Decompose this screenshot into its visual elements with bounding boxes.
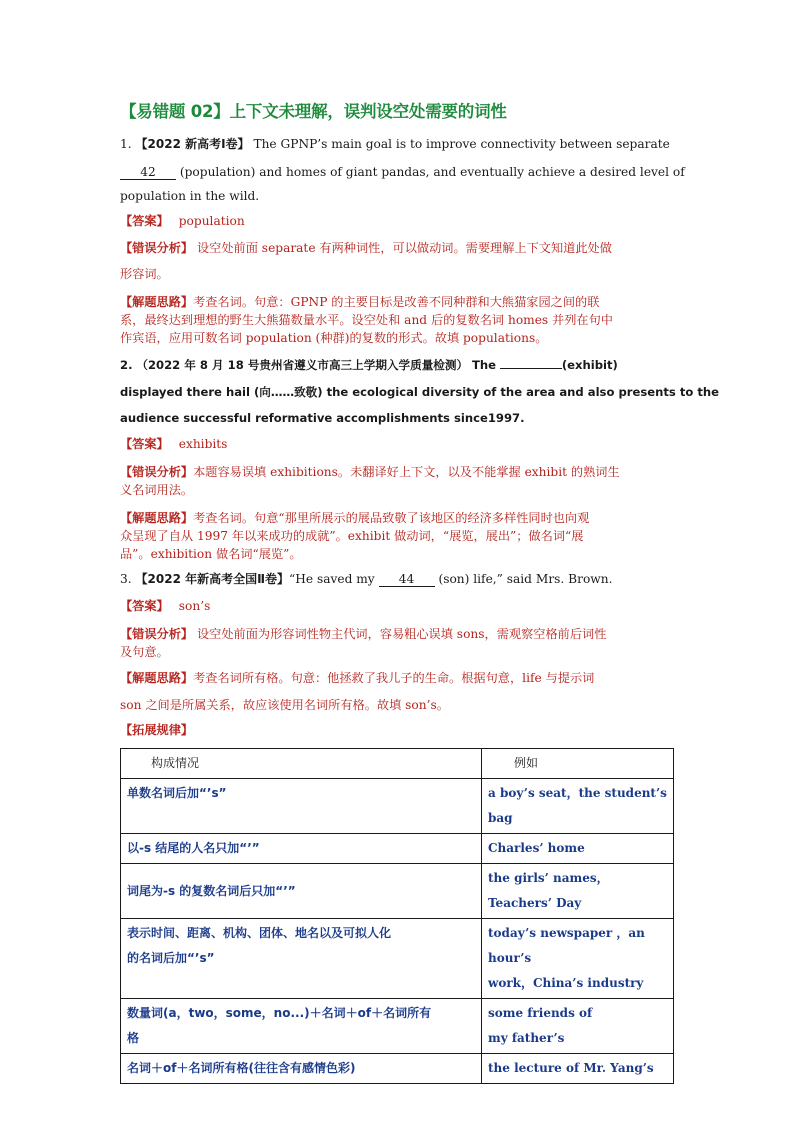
example-text: the girls’ names， — [488, 871, 609, 885]
q3-text-1b: (son) life,” said Mrs. Brown. — [438, 572, 613, 586]
section-title: 【易错题 02】上下文未理解，误判设空处需要的词性 — [120, 102, 507, 121]
q3-answer: son’s — [178, 599, 211, 613]
example-text: Charles’ home — [488, 841, 585, 855]
table-cell-example — [482, 864, 674, 919]
q2-source: （2022 年 8 月 18 号贵州省遵义市高三上学期入学质量检测） — [136, 358, 469, 372]
q2-line1 — [120, 357, 674, 374]
q2-answer-line — [120, 436, 674, 453]
q1-blank[interactable]: 42 — [120, 166, 176, 180]
q2-text-1b: (exhibit) — [561, 358, 618, 372]
q1-answer-label: 【答案】 — [120, 214, 169, 228]
q2-answer-label: 【答案】 — [120, 437, 169, 451]
example-text: a boy’s seat，the student’s bag — [488, 786, 667, 825]
q2-idea-label: 【解题思路】 — [120, 511, 194, 525]
table-cell-rule — [121, 919, 482, 999]
q3-error-label: 【错误分析】 — [120, 627, 194, 641]
q2-number: 2. — [120, 358, 133, 372]
q3-number: 3. — [120, 572, 132, 586]
table-header-row — [121, 749, 674, 779]
q1-error-text-1: 设空处前面 separate 有两种词性，可以做动词。需要理解上下文知道此处做 — [193, 241, 612, 255]
q1-idea-text-2: 系，最终达到理想的野生大熊猫数量水平。设空处和 and 后的复数名词 homes 并列在句中 — [120, 313, 613, 327]
q1-source: 【2022 新高考Ⅰ卷】 — [135, 137, 250, 151]
table-row — [121, 864, 674, 919]
table-row — [121, 779, 674, 834]
example-text: my father’s — [488, 1031, 565, 1045]
q3-error-text-1: 设空处前面为形容词性物主代词，容易粗心误填 sons，需观察空格前后词性 — [193, 627, 607, 641]
table-header-rule: 构成情况 — [121, 749, 482, 779]
q3-idea-text-2: son 之间是所属关系，故应该使用名词所有格。故填 son’s。 — [120, 698, 449, 712]
table-cell-rule — [121, 864, 482, 919]
table-cell-example — [482, 919, 674, 999]
q2-text-2: displayed there hail (向……致敬) the ecological diversity of the area and also presents to the — [120, 385, 720, 399]
table-cell-rule — [121, 834, 482, 864]
example-text: Teachers’ Day — [488, 896, 582, 910]
q3-blank[interactable]: 44 — [379, 573, 435, 587]
table-row — [121, 1054, 674, 1084]
q2-error-line1 — [120, 464, 674, 481]
q1-text-1: The GPNP’s main goal is to improve connectivity between separate — [253, 137, 670, 151]
q1-idea-text-3: 作宾语，应用可数名词 population (种群)的复数的形式。故填 populations。 — [120, 331, 548, 345]
table-cell-rule — [121, 999, 482, 1054]
q2-error-label: 【错误分析】 — [120, 465, 194, 479]
q2-idea-line1 — [120, 510, 674, 527]
q2-blank[interactable] — [500, 368, 562, 369]
q1-answer-line — [120, 213, 674, 230]
q3-idea-text-1: 考查名词所有格。句意：他拯救了我儿子的生命。根据句意，life 与提示词 — [193, 671, 595, 685]
rule-label: 【拓展规律】 — [120, 723, 194, 737]
table-cell-rule — [121, 1054, 482, 1084]
q1-text-2: (population) and homes of giant pandas, and eventually achieve a desired level of — [179, 165, 685, 179]
table-cell-example — [482, 834, 674, 864]
rule-text: 名词＋of＋名词所有格(往往含有感情色彩) — [127, 1061, 356, 1075]
q2-error-text-1: 本题容易误填 exhibitions。未翻译好上下文，以及不能掌握 exhibit 的熟词生 — [193, 465, 620, 479]
q1-line2 — [120, 164, 685, 181]
q1-error-text-2: 形容词。 — [120, 267, 169, 281]
table-row — [121, 999, 674, 1054]
q1-line1 — [120, 136, 674, 153]
q1-idea-line1 — [120, 294, 674, 311]
q1-idea-text-1: 考查名词。句意：GPNP 的主要目标是改善不同种群和大熊猫家园之间的联 — [193, 295, 600, 309]
table-row — [121, 919, 674, 999]
q3-error-text-2: 及句意。 — [120, 645, 169, 659]
q1-answer: population — [178, 214, 245, 228]
table-cell-example — [482, 779, 674, 834]
q1-idea-label: 【解题思路】 — [120, 295, 194, 309]
table-cell-example — [482, 1054, 674, 1084]
q1-error-line1 — [120, 240, 674, 257]
table-header-example: 例如 — [482, 749, 674, 779]
q2-idea-text-2: 众呈现了自从 1997 年以来成功的成就”。exhibit 做动词，“展览，展出”；做名词“展 — [120, 529, 584, 543]
table-cell-rule — [121, 779, 482, 834]
example-text: work，China’s industry — [488, 976, 644, 990]
q3-error-line1 — [120, 626, 674, 643]
q3-answer-label: 【答案】 — [120, 599, 169, 613]
q3-source: 【2022 年新高考全国Ⅱ卷】 — [135, 572, 289, 586]
q2-error-text-2: 义名词用法。 — [120, 483, 194, 497]
example-text: some friends of — [488, 1006, 593, 1020]
rule-text: 以-s 结尾的人名只加“’” — [127, 841, 260, 855]
q3-text-1a: “He saved my — [289, 572, 375, 586]
q2-text-3: audience successful reformative accomplishments since1997. — [120, 411, 525, 425]
q1-number: 1. — [120, 137, 132, 151]
q1-error-label: 【错误分析】 — [120, 241, 194, 255]
q3-idea-line1 — [120, 670, 674, 687]
q2-idea-text-3: 品”。exhibition 做名词“展览”。 — [120, 547, 302, 561]
table-cell-example — [482, 999, 674, 1054]
q3-answer-line — [120, 598, 674, 615]
example-text: the lecture of Mr. Yang’s — [488, 1061, 654, 1075]
rule-text: 单数名词后加“’s” — [127, 786, 227, 800]
rule-text: 数量词(a，two，some，no...)＋名词＋of＋名词所有 — [127, 1006, 432, 1020]
possessive-rules-table — [120, 748, 674, 1084]
rule-text: 格 — [127, 1031, 140, 1045]
example-text: today’s newspaper ，an hour’s — [488, 926, 645, 965]
rule-text: 的名词后加“’s” — [127, 951, 215, 965]
rule-text: 词尾为-s 的复数名词后只加“’” — [127, 883, 296, 898]
q3-idea-label: 【解题思路】 — [120, 671, 194, 685]
q2-answer: exhibits — [178, 437, 228, 451]
table-row — [121, 834, 674, 864]
q1-text-3: population in the wild. — [120, 189, 260, 203]
q2-idea-text-1: 考查名词。句意“那里所展示的展品致敬了该地区的经济多样性同时也向观 — [193, 511, 590, 525]
q3-line1 — [120, 571, 674, 588]
rule-text: 表示时间、距离、机构、团体、地名以及可拟人化 — [127, 926, 392, 940]
q2-text-1a: The — [471, 358, 496, 372]
